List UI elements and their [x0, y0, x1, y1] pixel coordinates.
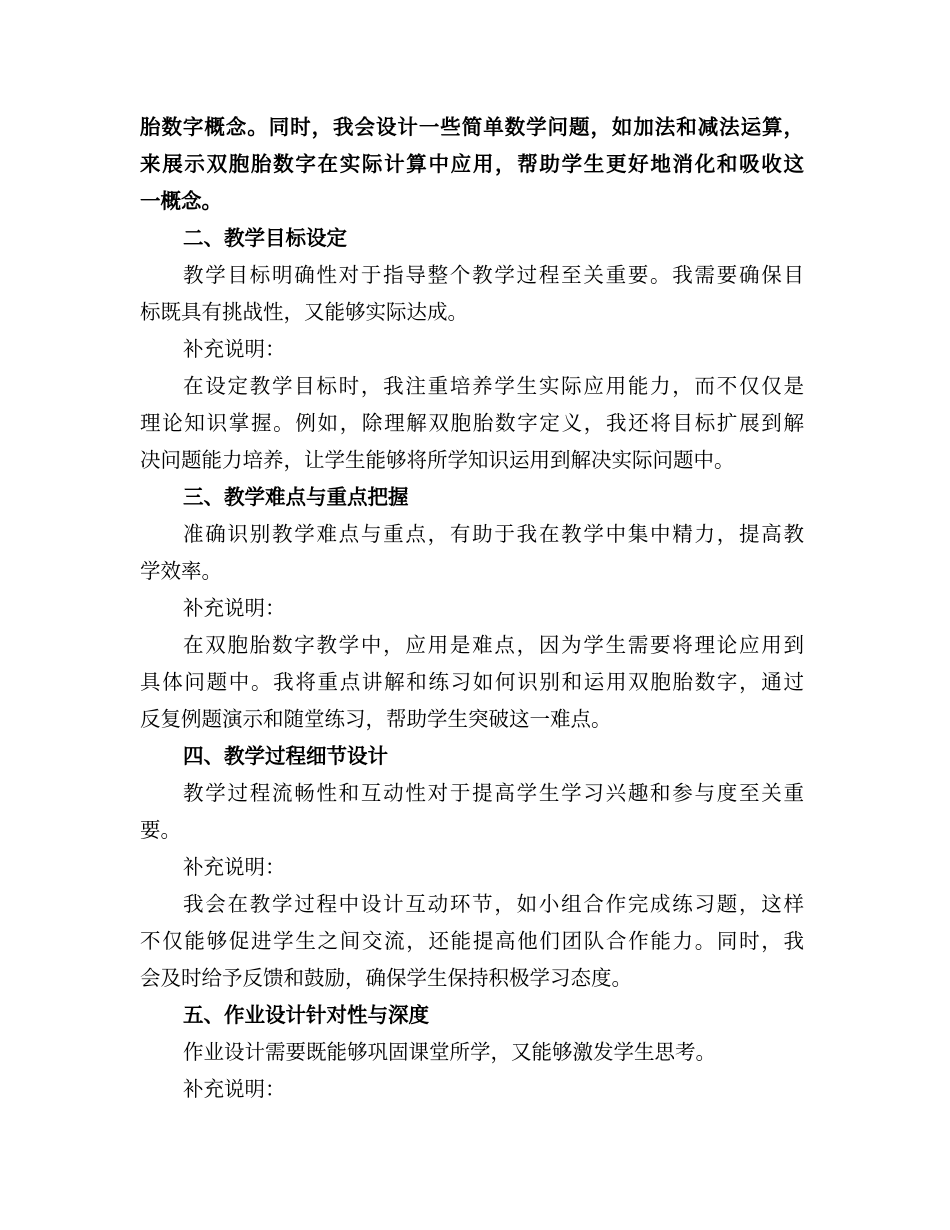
paragraph-line: 补充说明： — [183, 1077, 286, 1101]
paragraph-line: 学效率。 — [140, 559, 222, 583]
paragraph-line: 具体问题中。我将重点讲解和练习如何识别和运用双胞胎数字，通过 — [140, 670, 804, 694]
paragraph-line: 不仅能够促进学生之间交流，还能提高他们团队合作能力。同时，我 — [140, 929, 804, 953]
section-heading: 二、教学目标设定 — [183, 226, 347, 250]
paragraph-line: 标既具有挑战性，又能够实际达成。 — [140, 300, 468, 324]
section-heading: 五、作业设计针对性与深度 — [183, 1003, 429, 1027]
paragraph-line: 会及时给予反馈和鼓励，确保学生保持积极学习态度。 — [140, 966, 632, 990]
paragraph-line: 理论知识掌握。例如，除理解双胞胎数字定义，我还将目标扩展到解 — [140, 411, 804, 435]
section-heading: 三、教学难点与重点把握 — [183, 485, 409, 509]
paragraph-line: 作业设计需要既能够巩固课堂所学，又能够激发学生思考。 — [183, 1040, 716, 1064]
paragraph-line: 教学过程流畅性和互动性对于提高学生学习兴趣和参与度至关重 — [183, 781, 804, 805]
paragraph-line: 在设定教学目标时，我注重培养学生实际应用能力，而不仅仅是 — [183, 374, 804, 398]
paragraph-line: 教学目标明确性对于指导整个教学过程至关重要。我需要确保目 — [183, 263, 804, 287]
paragraph-line: 补充说明： — [183, 596, 286, 620]
paragraph-line: 我会在教学过程中设计互动环节，如小组合作完成练习题，这样 — [183, 892, 804, 916]
paragraph-line: 胎数字概念。同时，我会设计一些简单数学问题，如加法和减法运算， — [140, 115, 804, 139]
paragraph-line: 准确识别教学难点与重点，有助于我在教学中集中精力，提高教 — [183, 522, 804, 546]
paragraph-line: 补充说明： — [183, 337, 286, 361]
paragraph-line: 反复例题演示和随堂练习，帮助学生突破这一难点。 — [140, 707, 612, 731]
section-heading: 四、教学过程细节设计 — [183, 744, 388, 768]
paragraph-line: 要。 — [140, 818, 181, 842]
paragraph-line: 来展示双胞胎数字在实际计算中应用，帮助学生更好地消化和吸收这 — [140, 152, 804, 176]
paragraph-line: 在双胞胎数字教学中，应用是难点，因为学生需要将理论应用到 — [183, 633, 804, 657]
paragraph-line: 决问题能力培养，让学生能够将所学知识运用到解决实际问题中。 — [140, 448, 735, 472]
document-page — [140, 109, 804, 1108]
paragraph-line: 一概念。 — [140, 189, 222, 213]
paragraph-line: 补充说明： — [183, 855, 286, 879]
